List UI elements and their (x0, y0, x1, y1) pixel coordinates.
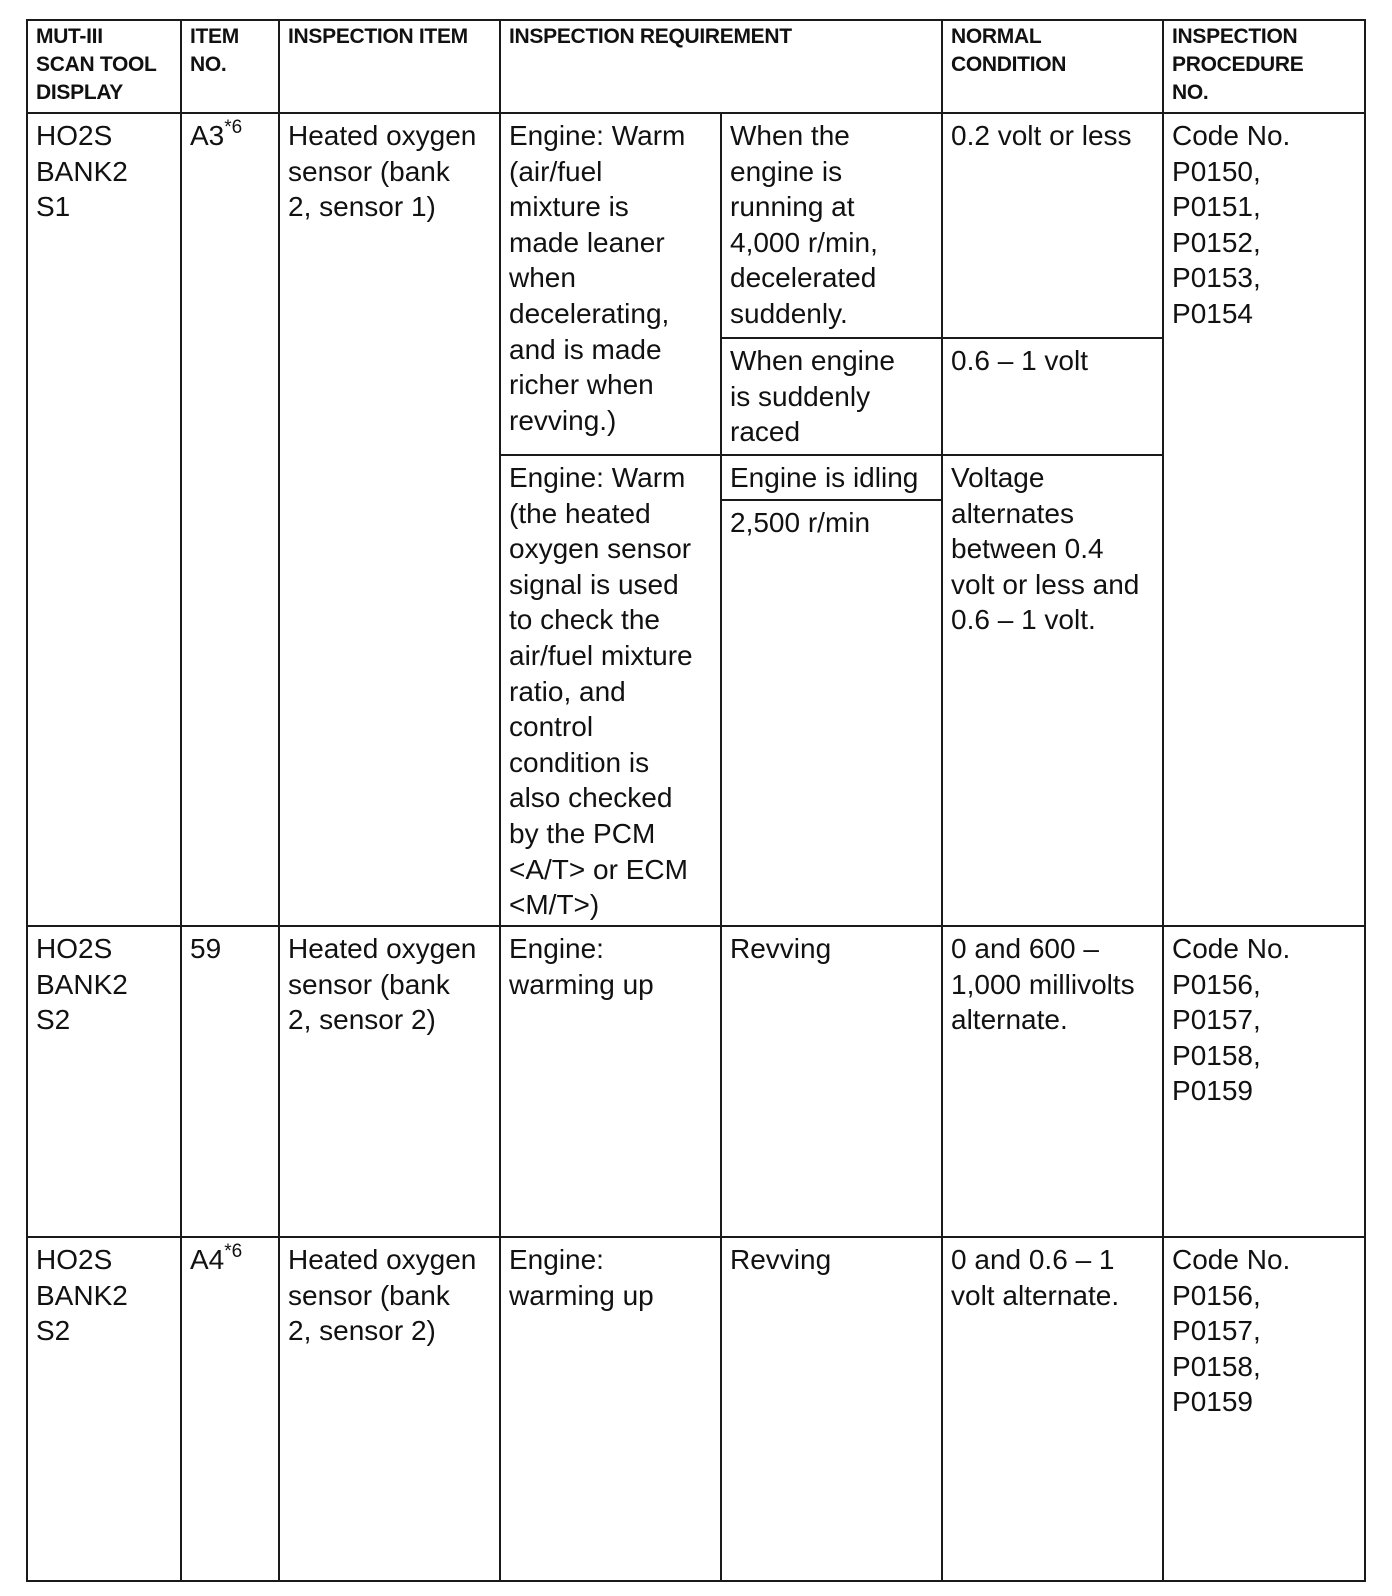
requirement-cell: Engine: Warm (air/fuel mixture is made leaner when decelerating, and is made richer when revving.) (500, 113, 721, 455)
requirement-cell: Engine: Warm (the heated oxygen sensor signal is used to check the air/fuel mixture ratio, and control condition is also checked by the PCM <A/T> or ECM <M/T>) (500, 455, 721, 926)
item-no-cell: 59 (181, 926, 279, 1237)
header-normal-condition: NORMAL CONDITION (942, 20, 1163, 113)
header-display: MUT-III SCAN TOOL DISPLAY (27, 20, 181, 113)
normal-condition-cell: 0.2 volt or less (942, 113, 1163, 338)
header-inspection-requirement: INSPECTION REQUIREMENT (500, 20, 942, 113)
table-row (27, 1237, 1365, 1581)
condition-cell: Engine is idling (721, 455, 942, 500)
footnote-marker: *6 (224, 116, 243, 138)
footnote-marker: *6 (224, 1240, 243, 1262)
table-row (27, 113, 1365, 338)
procedure-cell: Code No. P0156, P0157, P0158, P0159 (1163, 926, 1365, 1237)
display-cell: HO2S BANK2 S1 (27, 113, 181, 926)
header-inspection-item: INSPECTION ITEM (279, 20, 500, 113)
condition-cell: When engine is suddenly raced (721, 338, 942, 455)
requirement-cell: Engine: warming up (500, 1237, 721, 1581)
inspection-table (26, 19, 1366, 1582)
header-item-no: ITEM NO. (181, 20, 279, 113)
header-row (27, 20, 1365, 113)
condition-cell: 2,500 r/min (721, 500, 942, 926)
inspection-item-cell: Heated oxygen sensor (bank 2, sensor 2) (279, 1237, 500, 1581)
item-no-cell: A4$^{*6}$ (181, 1237, 279, 1581)
condition-cell: When the engine is running at 4,000 r/min, decelerated suddenly. (721, 113, 942, 338)
normal-condition-cell: Voltage alternates between 0.4 volt or less and 0.6 – 1 volt. (942, 455, 1163, 926)
procedure-cell: Code No. P0156, P0157, P0158, P0159 (1163, 1237, 1365, 1581)
normal-condition-cell: 0 and 600 – 1,000 millivolts alternate. (942, 926, 1163, 1237)
inspection-item-cell: Heated oxygen sensor (bank 2, sensor 1) (279, 113, 500, 926)
requirement-cell: Engine: warming up (500, 926, 721, 1237)
display-cell: HO2S BANK2 S2 (27, 1237, 181, 1581)
inspection-item-cell: Heated oxygen sensor (bank 2, sensor 2) (279, 926, 500, 1237)
display-cell: HO2S BANK2 S2 (27, 926, 181, 1237)
normal-condition-cell: 0.6 – 1 volt (942, 338, 1163, 455)
procedure-cell: Code No. P0150, P0151, P0152, P0153, P0154 (1163, 113, 1365, 926)
condition-cell: Revving (721, 1237, 942, 1581)
item-no-cell: A3$^{*6}$ (181, 113, 279, 926)
condition-cell: Revving (721, 926, 942, 1237)
table-row (27, 926, 1365, 1237)
header-procedure-no: INSPECTION PROCEDURE NO. (1163, 20, 1365, 113)
normal-condition-cell: 0 and 0.6 – 1 volt alternate. (942, 1237, 1163, 1581)
